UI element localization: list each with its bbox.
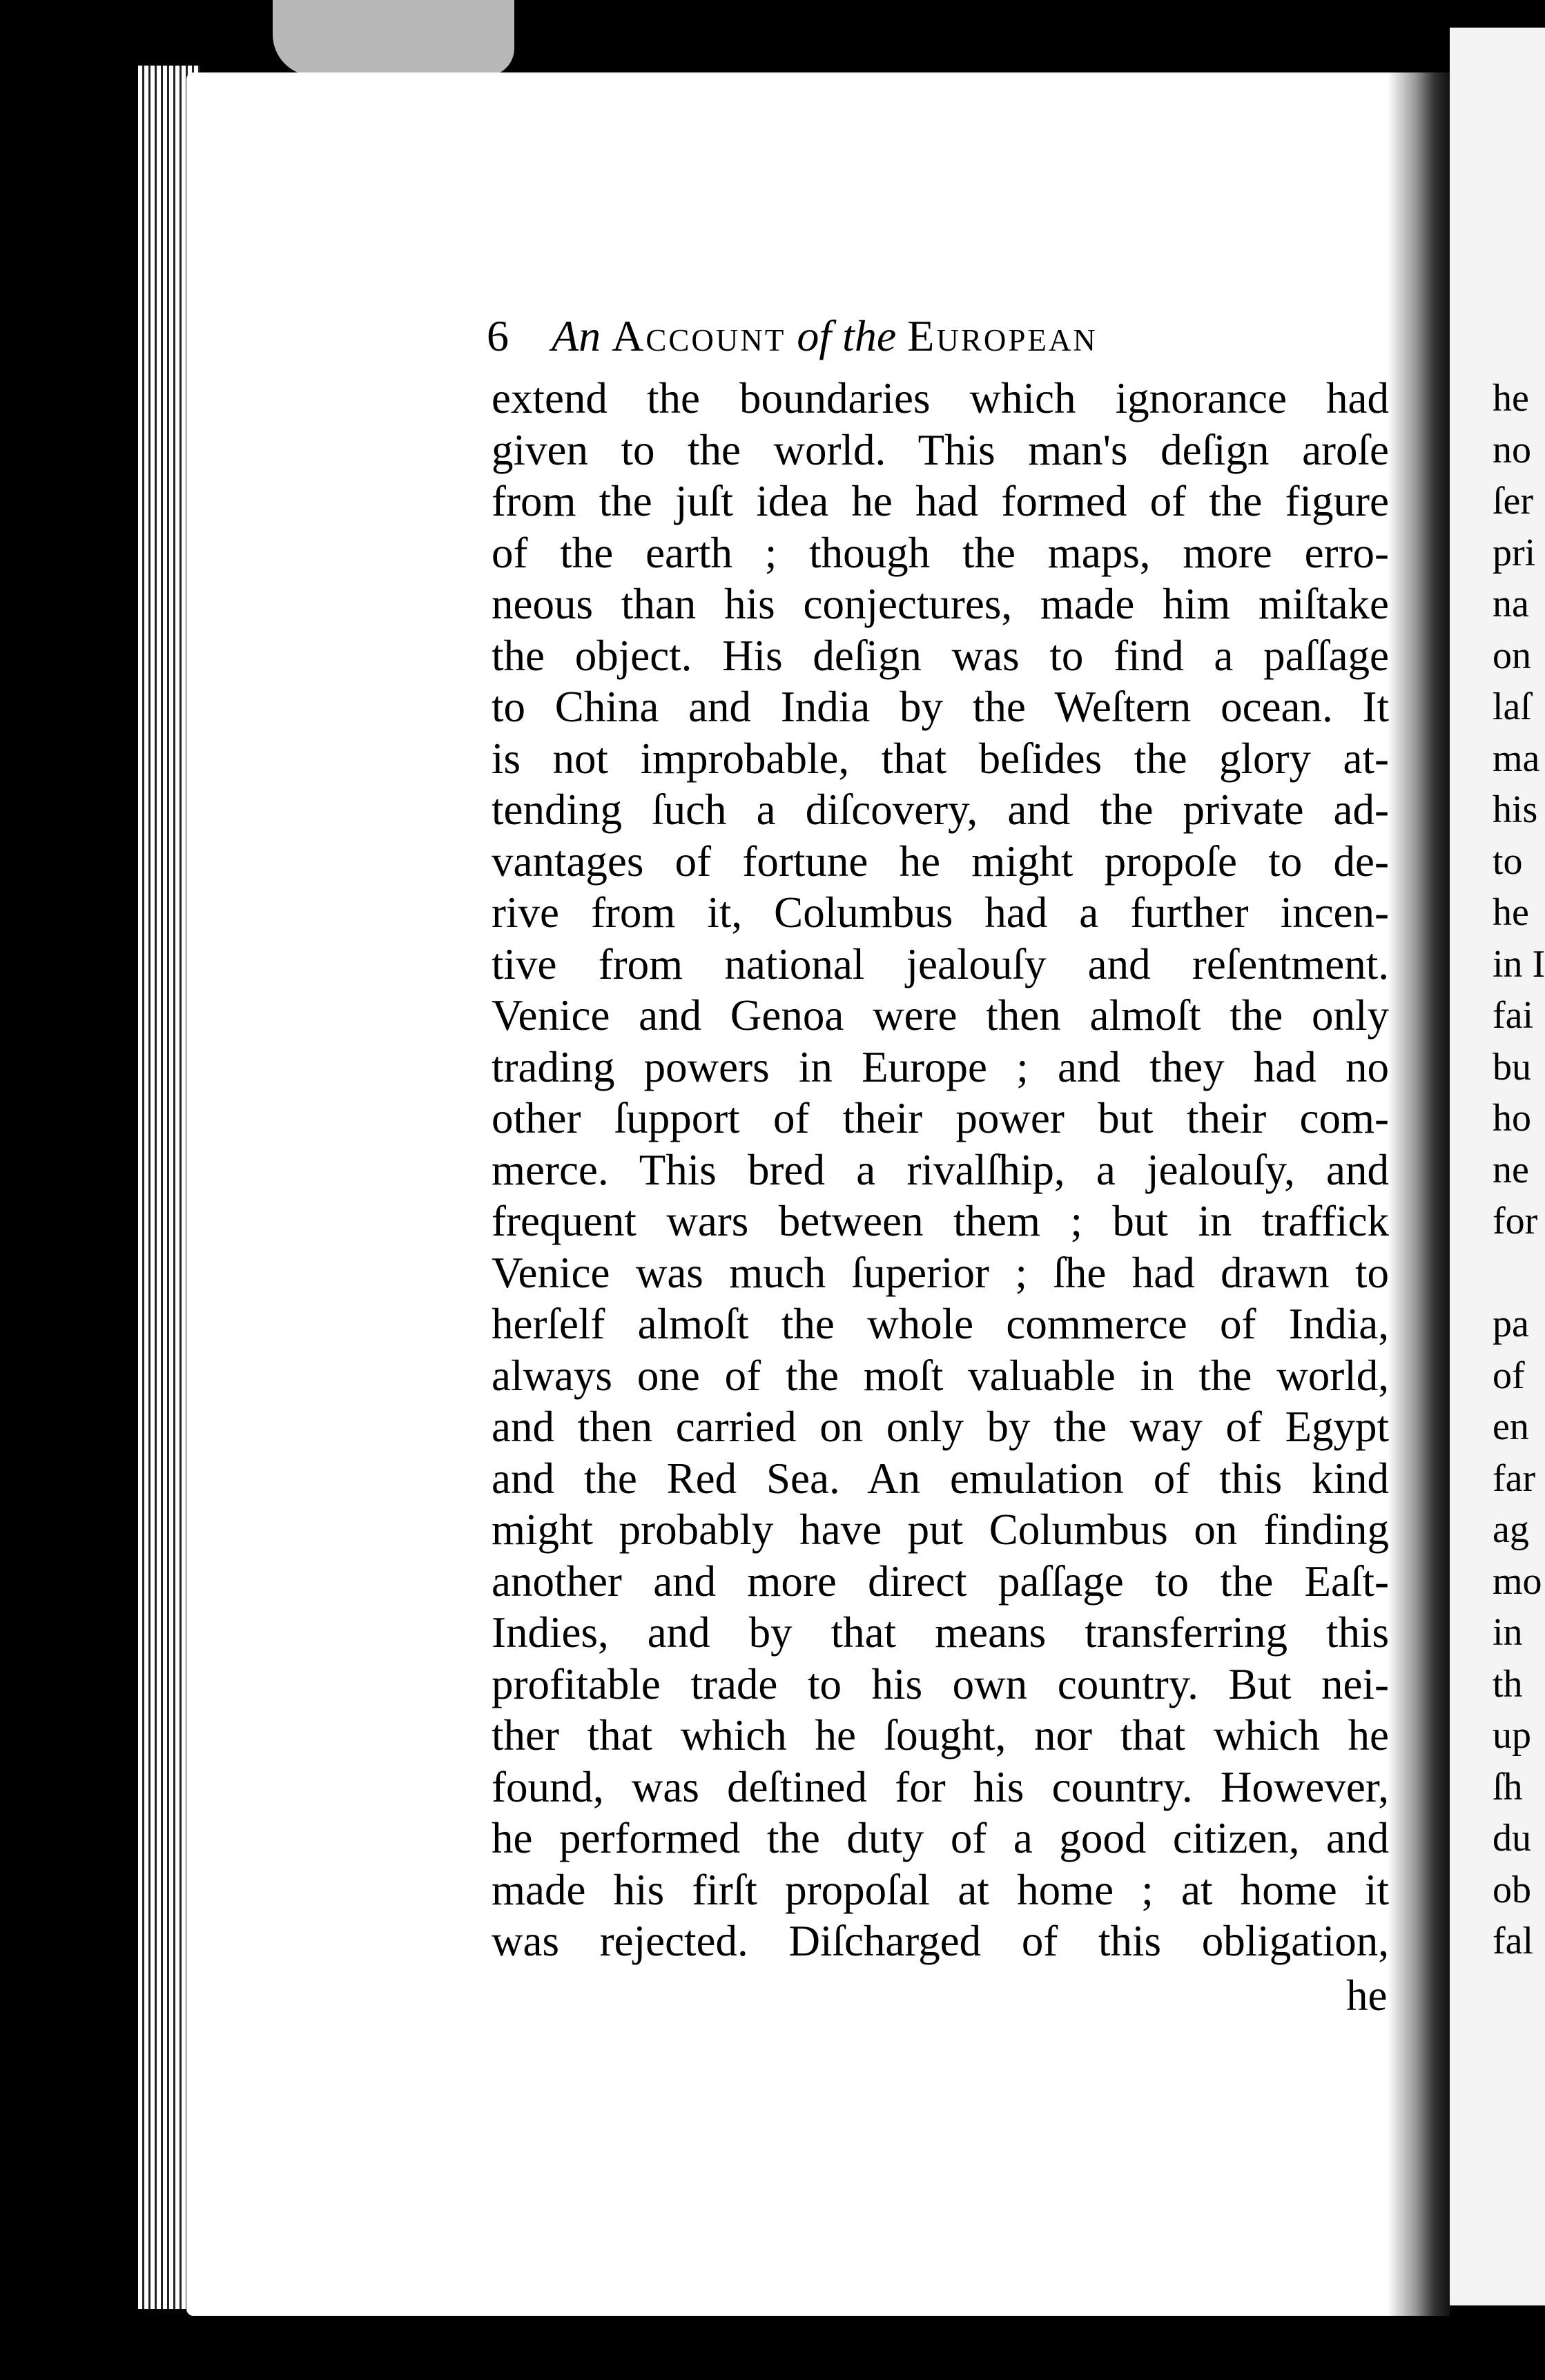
facing-page-fragment: ne [1493, 1148, 1529, 1191]
facing-page-fragment: he [1493, 891, 1529, 934]
header-word-of: of [797, 311, 832, 360]
text-line: always one of the moſt valuable in the world, [492, 1351, 1389, 1400]
page-number: 6 [487, 311, 509, 360]
facing-page-fragment: fal [1493, 1920, 1534, 1962]
text-line: was rejected. Diſcharged of this obligation, [492, 1917, 1389, 1965]
text-line: other ſupport of their power but their com- [492, 1094, 1389, 1142]
catchword: he [1346, 1971, 1388, 2020]
facing-page-fragment: no [1493, 428, 1531, 471]
text-line: given to the world. This man's deſign aroſe [492, 425, 1389, 474]
text-line: trading powers in Europe ; and they had no [492, 1042, 1389, 1091]
facing-page-fragment: ma [1493, 737, 1540, 780]
text-line: tending ſuch a diſcovery, and the private ad- [492, 786, 1389, 834]
text-line: of the earth ; though the maps, more erro- [492, 528, 1389, 577]
text-line: he performed the duty of a good citizen, and [492, 1814, 1389, 1862]
running-header [487, 311, 1098, 362]
page-gutter-shadow [1388, 72, 1450, 2316]
facing-page-fragment: ſer [1493, 480, 1534, 523]
facing-page-fragment: to [1493, 839, 1523, 883]
facing-page-fragment: his [1493, 788, 1538, 831]
text-line: another and more direct paſſage to the Eaſt- [492, 1557, 1389, 1606]
text-line: Venice and Genoa were then almoſt the only [492, 991, 1389, 1040]
header-word-the: the [842, 311, 897, 360]
facing-page-fragment: ob [1493, 1868, 1531, 1911]
text-line: Indies, and by that means transferring this [492, 1608, 1389, 1657]
facing-page-fragment: fai [1493, 994, 1534, 1037]
facing-page-fragment: du [1493, 1817, 1531, 1860]
facing-page-fragment: bu [1493, 1045, 1531, 1089]
facing-page-fragment: ho [1493, 1097, 1531, 1140]
facing-page-fragment: far [1493, 1456, 1536, 1500]
text-line: and then carried on only by the way of Egypt [492, 1403, 1389, 1451]
facing-page-fragment: th [1493, 1662, 1523, 1706]
text-line: might probably have put Columbus on finding [492, 1505, 1389, 1554]
text-line: profitable trade to his own country. But nei- [492, 1659, 1389, 1708]
text-line: vantages of fortune he might propoſe to de- [492, 837, 1389, 886]
text-line: tive from national jealouſy and reſentment. [492, 939, 1389, 988]
facing-page-fragment: in [1493, 1611, 1523, 1654]
text-line: neous than his conjectures, made him miſtake [492, 580, 1389, 628]
text-line: found, was deſtined for his country. However, [492, 1762, 1389, 1811]
facing-page-fragment: pri [1493, 531, 1536, 574]
facing-page-fragment: for [1493, 1200, 1538, 1242]
text-line: ther that which he ſought, nor that which he [492, 1711, 1389, 1759]
text-line: to China and India by the Weſtern ocean. It [492, 683, 1389, 731]
facing-page-fragment: na [1493, 583, 1529, 625]
text-line: rive from it, Columbus had a further incen- [492, 888, 1389, 937]
text-line: from the juſt idea he had formed of the figure [492, 477, 1389, 525]
text-line: extend the boundaries which ignorance had [492, 374, 1389, 422]
facing-page-fragment: en [1493, 1405, 1529, 1448]
facing-page-fragment: of [1493, 1354, 1525, 1397]
facing-page-fragment: on [1493, 634, 1531, 677]
text-line: Venice was much ſuperior ; ſhe had drawn to [492, 1248, 1389, 1297]
facing-page-fragment: up [1493, 1714, 1531, 1757]
header-word-account: Account [612, 311, 786, 360]
facing-page-fragment: ag [1493, 1508, 1529, 1551]
text-line: frequent wars between them ; but in traffick [492, 1197, 1389, 1245]
facing-page-fragment: laſ [1493, 685, 1531, 728]
facing-page-fragment: he [1493, 377, 1529, 420]
facing-page-fragment: pa [1493, 1303, 1529, 1345]
text-line: and the Red Sea. An emulation of this kind [492, 1454, 1389, 1503]
header-word-european: European [907, 311, 1098, 360]
body-text [492, 373, 1389, 1967]
text-line: merce. This bred a rivalſhip, a jealouſy, and [492, 1145, 1389, 1194]
facing-page-fragment: ſh [1493, 1765, 1523, 1808]
text-line: herſelf almoſt the whole commerce of India, [492, 1300, 1389, 1348]
torn-paper-scrap [273, 0, 514, 76]
text-line: made his firſt propoſal at home ; at home it [492, 1865, 1389, 1914]
facing-page-fragment: mo [1493, 1559, 1542, 1603]
facing-page-fragment: in I [1493, 942, 1545, 986]
text-line: is not improbable, that beſides the glory at- [492, 734, 1389, 783]
header-word-an: An [552, 311, 601, 360]
text-line: the object. His deſign was to find a paſſage [492, 631, 1389, 680]
